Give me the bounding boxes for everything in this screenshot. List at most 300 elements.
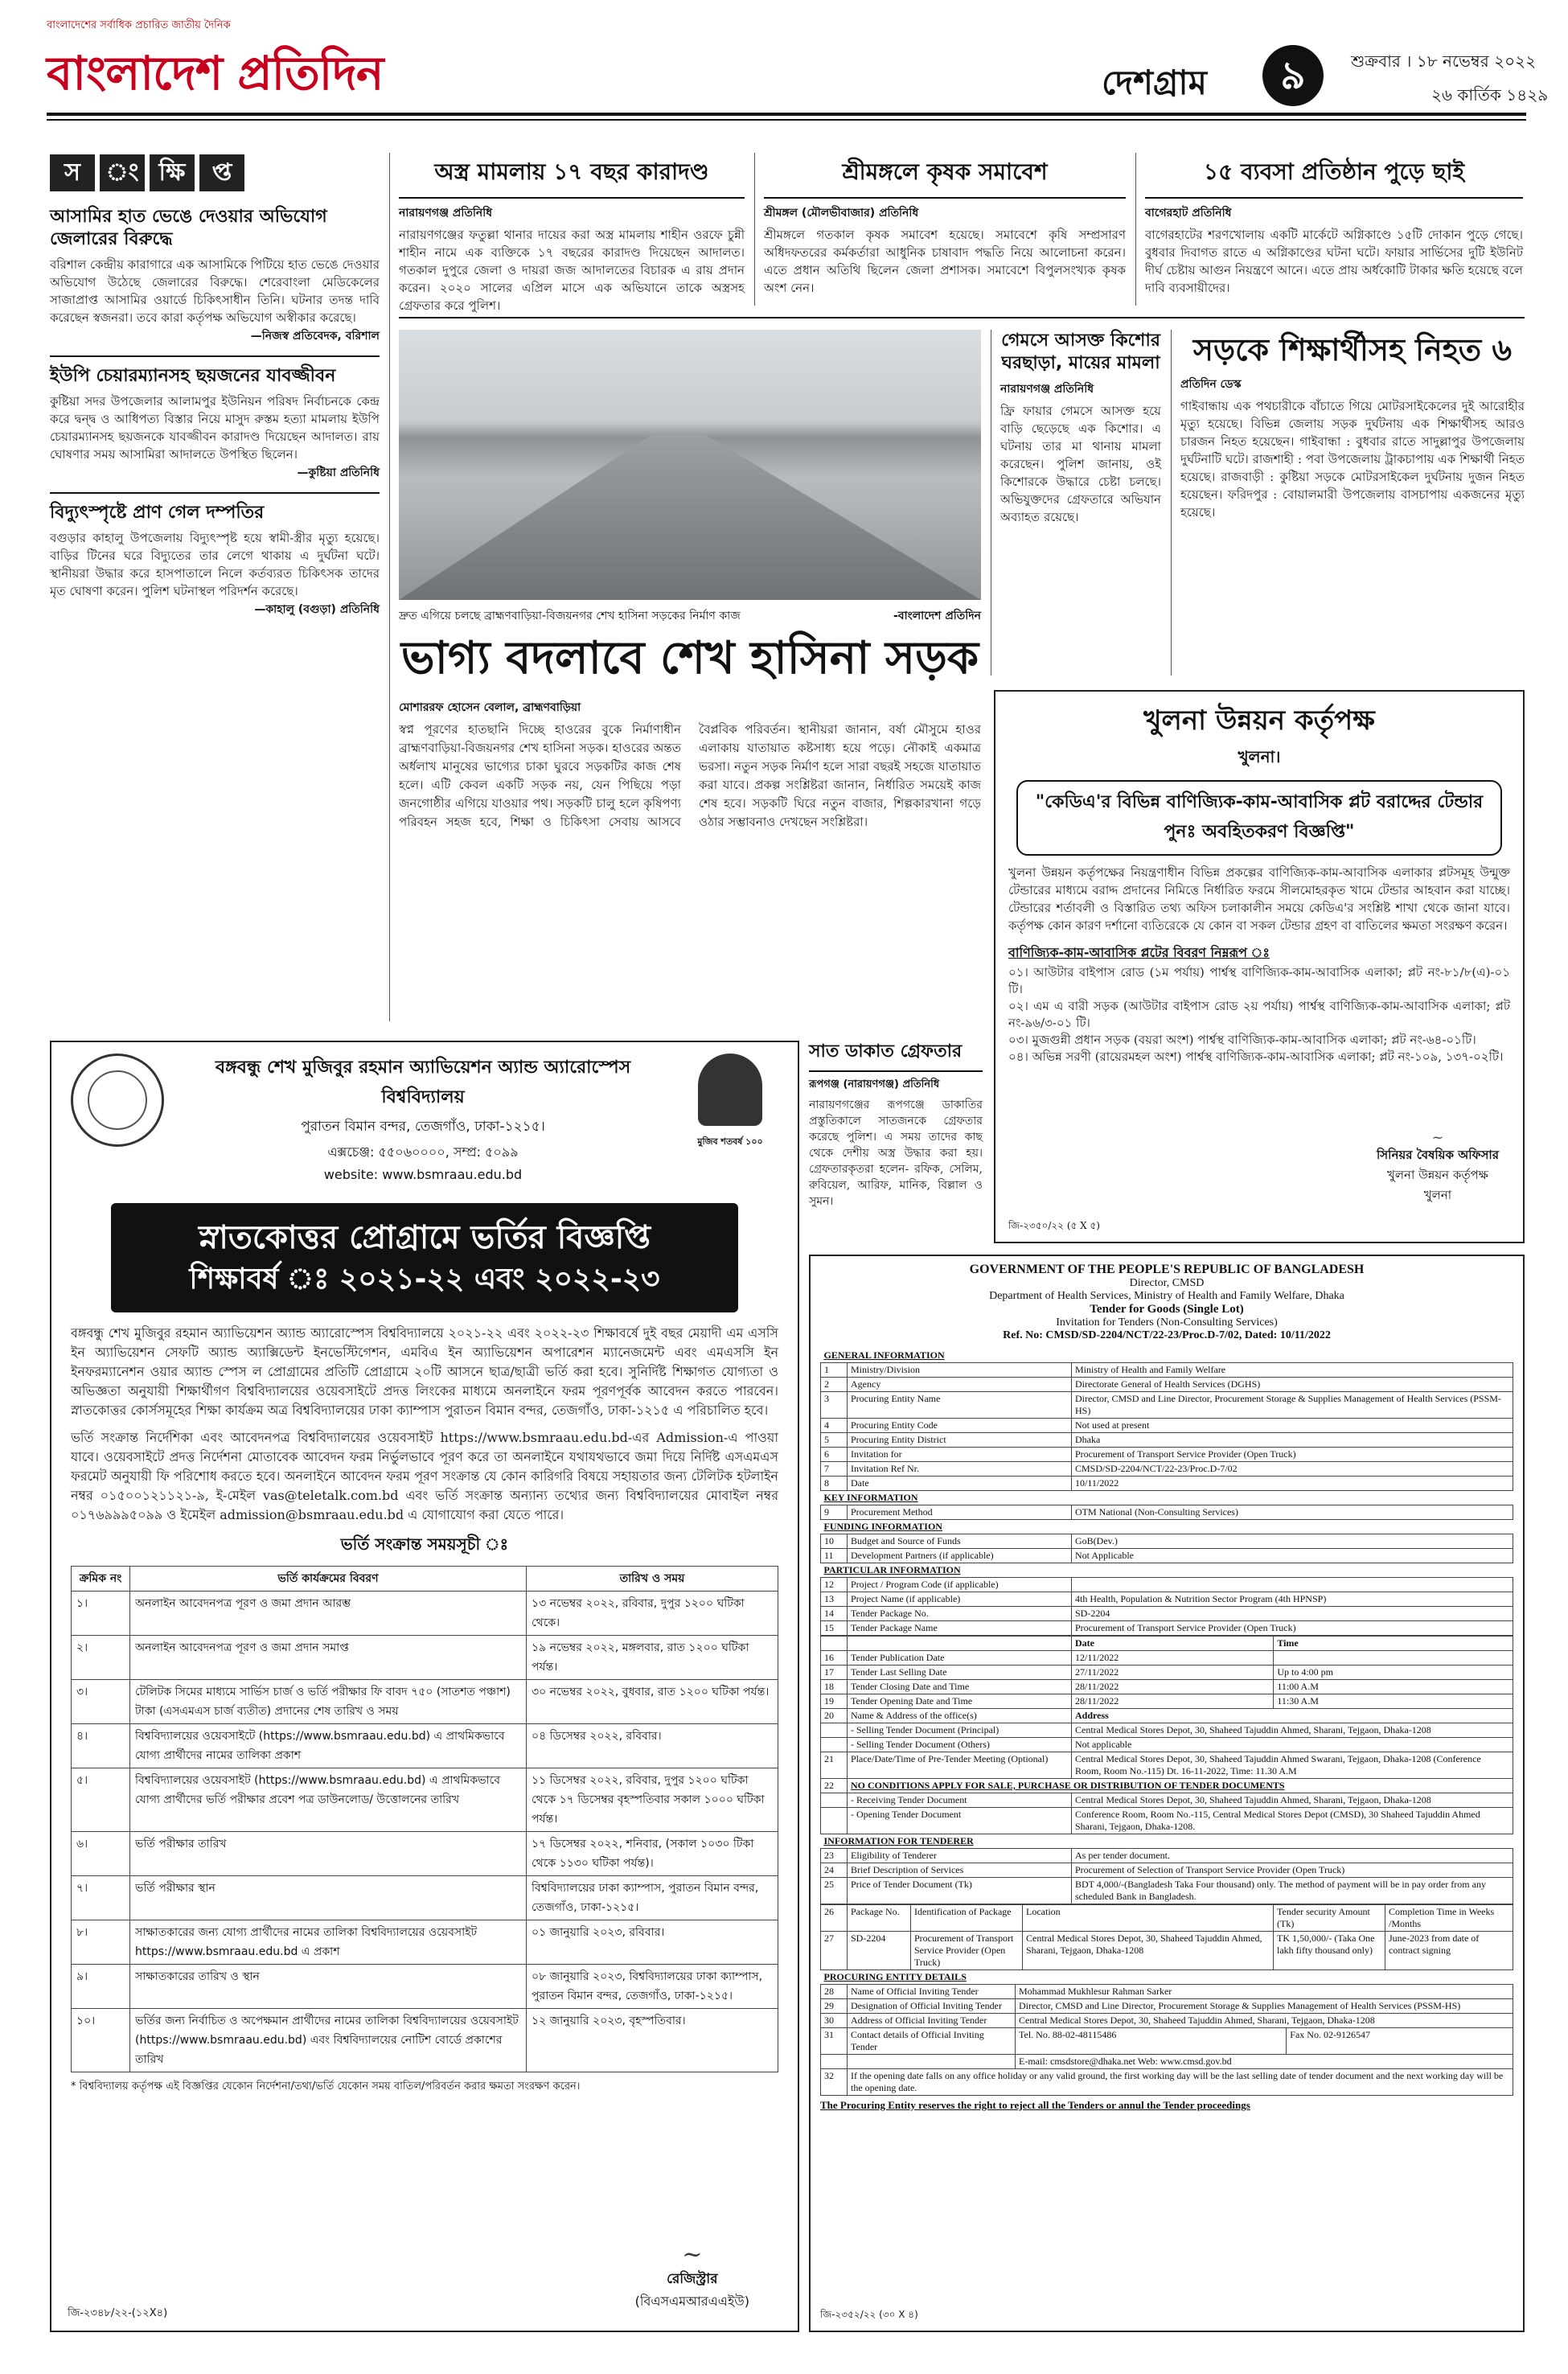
brief-headline: আসামির হাত ভেঙে দেওয়ার অভিযোগ জেলারের বিরুদ্ধে <box>50 207 327 249</box>
table-row <box>821 1592 1513 1607</box>
ad-signature <box>1377 1129 1499 1206</box>
section-row <box>821 1491 1513 1505</box>
table-cell: Address of Official Inviting Tender <box>848 2014 1016 2028</box>
table-cell: Designation of Official Inviting Tender <box>848 1999 1016 2014</box>
table-cell: - Receiving Tender Document <box>848 1793 1072 1808</box>
section-row <box>821 1349 1513 1363</box>
photo-caption-row <box>399 606 981 626</box>
section-row <box>821 1520 1513 1534</box>
table-row <box>821 1651 1513 1665</box>
sangkhipto-column <box>50 154 380 622</box>
table-row <box>821 1849 1513 1863</box>
table-cell: Project / Program Code (if applicable) <box>848 1578 1072 1592</box>
story-body: গাইবান্ধায় এক পথচারীকে বাঁচাতে গিয়ে মোটরসাইকেলের দুই আরোহীর মৃত্যু হয়েছে। বিভিন্ন জেলায় সড়ক দুর্ঘটনায় এক শিক্ষার্থীসহ আরও চারজন নিহত হয়েছেন। গাইবান্ধা : বুধবার রাতে সাদুল্লাপুর উপজেলায় দুর্ঘটনাটি ঘটে। রাজশাহী : পবা উপজেলায় ট্রাকচাপায় এক শিক্ষার্থী নিহত হয়েছে। রাজবাড়ী : কুষ্টিয়া সড়কে মোটরসাইকেল দুর্ঘটনায় দুজন নিহত হয়েছেন। ফরিদপুর : বোয়ালমারী উপজেলায় বাসচাপায় একজনের মৃত্যু হয়েছে। <box>1180 399 1525 520</box>
table-cell: SD-2204 <box>1072 1607 1513 1621</box>
sign-org: (বিএসএমআরএএইউ) <box>634 2294 749 2309</box>
table-cell: Agency <box>848 1378 1072 1392</box>
main-headline: ভাগ্য বদলাবে শেখ হাসিনা সড়ক <box>400 632 979 684</box>
table-header: Location <box>1023 1905 1274 1932</box>
table-header: Identification of Package <box>911 1905 1023 1932</box>
univ-ad-ref: জি-২৩৪৮/২২-(১২X৪) <box>68 2307 168 2319</box>
table-cell: 11 <box>821 1549 848 1563</box>
sangkhipto-letter: প্ত <box>199 154 244 191</box>
road-photo <box>399 330 981 600</box>
table-header: Tender security Amount (Tk) <box>1274 1905 1385 1932</box>
ad-list-item: ০১। আউটার বাইপাস রোড (১ম পর্যায়) পার্শ্বস্থ বাণিজ্যিক-কাম-আবাসিক এলাকা; প্লট নং-৮১/৮(এ)-০১ টি। <box>1008 965 1510 996</box>
table-cell: ০৮ জানুয়ারি ২০২৩, বিশ্ববিদ্যালয়ের ঢাকা ক্যাম্পাস, পুরাতন বিমান বন্দর, তেজগাঁও, ঢাকা-১২১৫। <box>527 1965 778 2009</box>
table-cell: 27/11/2022 <box>1072 1665 1274 1680</box>
table-row <box>821 1723 1513 1738</box>
brief-body: কুষ্টিয়া সদর উপজেলার আলামপুর ইউনিয়ন পরিষদ নির্বাচনকে কেন্দ্র করে দ্বন্দ্ব ও আধিপত্য বিস্তার নিয়ে মাসুদ রুস্তম হত্যা মামলায় ইউপি চেয়ারম্যানসহ ছয়জনকে যাবজ্জীবন কারাদণ্ড দিয়েছেন আদালত। রায় ঘোষণার সময় আসামিরা আদালতে উপস্থিত ছিলেন। <box>50 394 380 462</box>
table-cell: Central Medical Stores Depot, 30, Shaheed Tajuddin Ahmed, Sharani, Tejgaon, Dhaka-1208 <box>1016 2014 1513 2028</box>
table-cell: Invitation for <box>848 1448 1072 1462</box>
table-cell: ৪। <box>72 1724 130 1768</box>
table-cell: ২। <box>72 1636 130 1680</box>
table-cell: ০৪ ডিসেম্বর ২০২২, রবিবার। <box>527 1724 778 1768</box>
table-cell: Procurement Method <box>848 1505 1072 1520</box>
tender-dates-table <box>820 1636 1513 1904</box>
univ-signature <box>635 2241 749 2313</box>
story-kishor <box>1000 330 1161 526</box>
university-emblem-icon <box>71 1054 164 1147</box>
table-cell: Invitation Ref Nr. <box>848 1462 1072 1477</box>
table-cell: ৯। <box>72 1965 130 2009</box>
table-row <box>821 1779 1513 1793</box>
table-cell: Procurement of Selection of Transport Service Provider (Open Truck) <box>1072 1863 1513 1878</box>
table-header-row <box>72 1567 778 1592</box>
table-row <box>821 1578 1513 1592</box>
ad-body: খুলনা উন্নয়ন কর্তৃপক্ষের নিয়ন্ত্রণাধীন বিভিন্ন প্রকল্পের বাণিজ্যিক-কাম-আবাসিক এলাকার প্লটসমূহ উন্মুক্ত টেন্ডারের মাধ্যমে বরাদ্দ প্রদানের নিমিত্তে নির্ধারিত ফরমে সীলমোহরকৃত খামে টেন্ডার আহবান করা যাচ্ছে। টেন্ডারের শর্তাবলী ও বিস্তারিত তথ্য অফিস চলাকালীন সময়ে কেডিএ'র সংশ্লিষ্ট শাখা থেকে জানা যাবে। কর্তৃপক্ষ কোন কারণ দর্শানো ব্যতিরেকে যে কোন বা সকল টেন্ডার গ্রহণ বা বাতিলের ক্ষমতা সংরক্ষণ করেন। <box>1008 865 1510 933</box>
table-cell: 28 <box>821 1985 848 1999</box>
table-cell: 24 <box>821 1863 848 1878</box>
ad-list-item: ০২। এম এ বারী সড়ক (আউটার বাইপাস রোড ২য় পর্যায়) পার্শ্বস্থ বাণিজ্যিক-কাম-আবাসিক এলাকা; প্লট নং-৯৬/৩-০১ টি। <box>1008 999 1510 1030</box>
tender-table <box>820 1349 1513 1636</box>
table-cell: Tender Publication Date <box>848 1651 1072 1665</box>
table-cell: ভর্তি পরীক্ষার তারিখ <box>130 1832 527 1876</box>
table-cell: 11:30 A.M <box>1274 1694 1513 1709</box>
table-row <box>72 1636 778 1680</box>
tender-ad-ref: জি-২৩৫২/২২ (৩০ X ৪) <box>820 2309 918 2320</box>
table-cell: 28/11/2022 <box>1072 1694 1274 1709</box>
tender-ref: Ref. No: CMSD/SD-2204/NCT/22-23/Proc.D-7/02, Dated: 10/11/2022 <box>1003 1329 1331 1341</box>
table-cell: 10 <box>821 1534 848 1549</box>
brief-headline: ইউপি চেয়ারম্যানসহ ছয়জনের যাবজ্জীবন <box>50 366 336 386</box>
table-row <box>821 1878 1513 1904</box>
table-row <box>72 1592 778 1636</box>
story-headline: ১৫ ব্যবসা প্রতিষ্ঠান পুড়ে ছাই <box>1145 154 1523 199</box>
table-row <box>821 1793 1513 1808</box>
table-cell: Conference Room, Room No.-115, Central Medical Stores Depot (CMSD), 30 Shaheed Tajuddin Ahmed Sharani, Tejgaon, Dhaka-1208. <box>1072 1808 1513 1834</box>
table-cell: 15 <box>821 1621 848 1636</box>
table-cell: 9 <box>821 1505 848 1520</box>
table-row <box>72 1724 778 1768</box>
row-rule <box>399 317 1525 318</box>
sign-org: খুলনা উন্নয়ন কর্তৃপক্ষ <box>1386 1168 1488 1182</box>
story-byline: নারায়ণগঞ্জ প্রতিনিধি <box>399 207 493 220</box>
table-row <box>72 1768 778 1832</box>
table-row <box>821 1433 1513 1448</box>
khulna-ad <box>994 690 1525 1243</box>
ad-list-title: বাণিজ্যিক-কাম-আবাসিক প্লটের বিবরণ নিম্নরূপ ঃ <box>1008 945 1270 960</box>
section-label: KEY INFORMATION <box>823 1492 918 1503</box>
table-row <box>821 1680 1513 1694</box>
table-cell: Dhaka <box>1072 1433 1513 1448</box>
table-cell: Contact details of Official Inviting Tender <box>848 2028 1016 2055</box>
tender-office: Director, CMSD <box>1129 1277 1205 1289</box>
univ-website[interactable]: website: www.bsmraau.edu.bd <box>323 1167 523 1182</box>
table-cell: 23 <box>821 1849 848 1863</box>
table-row <box>72 1876 778 1920</box>
date-gregorian: শুক্রবার । ১৮ নভেম্বর ২০২২ <box>1351 51 1537 71</box>
story-byline: বাগেরহাট প্রতিনিধি <box>1145 207 1232 220</box>
univ-para: বঙ্গবন্ধু শেখ মুজিবুর রহমান অ্যাভিয়েশন অ্যান্ড অ্যারোস্পেস বিশ্ববিদ্যালয়ে ২০২১-২২ এবং ২০২২-২৩ শিক্ষাবর্ষে দুই বছর মেয়াদী এম এসসি ইন অ্যাভিয়েশন সেফটি অ্যান্ড অ্যাক্সিডেন্ট ইনভেস্টিগেশন, এমবিএ ইন অ্যাভিয়েশন অপারেশন ম্যানেজমেন্ট এবং এমএসসি ইন ইনফরম্যানেশন ওয়ার অ্যান্ড স্পেস ল প্রোগ্রামের প্রতিটি প্রোগ্রামে ২০টি আসনে ছাত্র/ছাত্রী ভর্তি করা হবে। সুনির্দিষ্ট শিক্ষাগত যোগ্যতা ও অভিজ্ঞতা অনুযায়ী শিক্ষার্থীগণ বিশ্ববিদ্যালয়ের ওয়েবসাইটে প্রদত্ত লিংকের মাধ্যমে অনলাইনে ফরম পূরণপূর্বক আবেদন করতে পারবেন। স্নাতকোত্তর কোর্সসমূহের শিক্ষা কার্যক্রম অত্র বিশ্ববিদ্যালয়ের ঢাকা ক্যাম্পাস পুরাতন বিমান বন্দর, তেজগাঁও, ঢাকা-১২১৫ এ পরিচালিত হবে। <box>71 1325 778 1418</box>
table-cell: - Selling Tender Document (Principal) <box>848 1723 1072 1738</box>
table-row <box>821 1363 1513 1378</box>
table-cell: Central Medical Stores Depot, 30, Shaheed Tajuddin Ahmed Swarani, Tejgaon, Dhaka-1208 (Conference Room, Room No.-115) Dt. 16-11-2022, Time: 11.30 A.M <box>1072 1752 1513 1779</box>
table-cell: As per tender document. <box>1072 1849 1513 1863</box>
table-cell: Name & Address of the office(s) <box>848 1709 1072 1723</box>
header-rule <box>47 113 1526 116</box>
brief-item <box>50 355 380 483</box>
ad-city: খুলনা। <box>1238 747 1281 766</box>
table-row <box>72 2009 778 2072</box>
header-rule-thin <box>47 119 1526 121</box>
tender-office: Department of Health Services, Ministry of Health and Family Welfare, Dhaka <box>989 1290 1344 1302</box>
table-cell: অনলাইন আবেদনপত্র পূরণ ও জমা প্রদান সমাপ্ত <box>130 1636 527 1680</box>
table-header: ভর্তি কার্যক্রমের বিবরণ <box>130 1567 527 1592</box>
table-header: তারিখ ও সময় <box>527 1567 778 1592</box>
story-body: শ্রীমঙ্গলে গতকাল কৃষক সমাবেশ হয়েছে। সমাবেশে কৃষি সম্প্রসারণ অধিদফতরের কর্মকর্তারা আধুনিক চাষাবাদ পদ্ধতি নিয়ে আলোচনা করেন। এতে প্রধান অতিথি ছিলেন জেলা প্রশাসক। সমাবেশে বিপুলসংখ্যক কৃষক অংশ নেন। <box>764 228 1126 295</box>
table-cell: OTM National (Non-Consulting Services) <box>1072 1505 1513 1520</box>
table-row <box>821 1419 1513 1433</box>
table-cell: Tender Closing Date and Time <box>848 1680 1072 1694</box>
story-body: ফ্রি ফায়ার গেমসে আসক্ত হয়ে বাড়ি ছেড়েছে এক কিশোর। এ ঘটনায় তার মা থানায় মামলা করেছেন। পুলিশ জানায়, ওই কিশোরকে উদ্ধারে চেষ্টা চলছে। অভিযুক্তদের গ্রেফতারে অভিযান অব্যাহত রয়েছে। <box>1000 404 1161 524</box>
table-cell: 16 <box>821 1651 848 1665</box>
table-cell: 5 <box>821 1433 848 1448</box>
table-cell: ভর্তির জন্য নির্বাচিত ও অপেক্ষমান প্রার্থীদের নামের তালিকা বিশ্ববিদ্যালয়ের ওয়েবসাইট (https://www.bsmraau.edu.bd) এবং বিশ্ববিদ্যালয়ের নোটিশ বোর্ডে প্রকাশের তারিখ <box>130 2009 527 2072</box>
story-body: নারায়ণগঞ্জের ফতুল্লা থানার দায়ের করা অস্ত্র মামলায় শাহীন ওরফে চুন্নী শাহীন নামে এক ব্যক্তিকে ১৭ বছরের কারাদণ্ড দিয়েছেন আদালত। গতকাল দুপুরে জেলা ও দায়রা জজ আদালতের বিচারক এ রায় প্রদান করেন। ২০২০ সালের এপ্রিল মাসে এক অভিযানে তাকে অস্ত্রসহ গ্রেফতার করে পুলিশ। <box>399 228 745 313</box>
univ-title-block <box>179 1054 667 1182</box>
schedule-title: ভর্তি সংক্রান্ত সময়সূচী ঃ <box>340 1534 509 1554</box>
masthead-logo: বাংলাদেশ প্রতিদিন <box>47 46 384 101</box>
story-byline: শ্রীমঙ্গল (মৌলভীবাজার) প্রতিনিধি <box>764 207 919 220</box>
table-cell: - Selling Tender Document (Others) <box>848 1738 1072 1752</box>
tender-procuring-table <box>820 1970 1513 2096</box>
univ-address: পুরাতন বিমান বন্দর, তেজগাঁও, ঢাকা-১২১৫। <box>301 1119 545 1135</box>
table-cell: Ministry of Health and Family Welfare <box>1072 1363 1513 1378</box>
section-label: PROCURING ENTITY DETAILS <box>823 1971 967 1982</box>
story-byline: নারায়ণগঞ্জ প্রতিনিধি <box>1000 383 1094 396</box>
date-bangla: ২৬ কার্তিক ১৪২৯ <box>1431 85 1549 105</box>
ad-org: খুলনা উন্নয়ন কর্তৃপক্ষ <box>1143 704 1375 737</box>
table-row <box>821 1709 1513 1723</box>
table-cell: Mohammad Mukhlesur Rahman Sarker <box>1016 1985 1513 1999</box>
table-row <box>821 1505 1513 1520</box>
section-name: দেশগ্রাম <box>1102 63 1207 102</box>
section-label: INFORMATION FOR TENDERER <box>823 1835 974 1846</box>
sign-title: রেজিস্ট্রার <box>667 2271 718 2287</box>
section-row <box>821 1970 1513 1985</box>
column-divider <box>1135 153 1136 306</box>
table-cell: Eligibility of Tenderer <box>848 1849 1072 1863</box>
sign-city: খুলনা <box>1423 1188 1452 1202</box>
table-row <box>72 1965 778 2009</box>
table-cell: 32 <box>821 2069 848 2096</box>
table-row <box>821 1448 1513 1462</box>
table-cell: Brief Description of Services <box>848 1863 1072 1878</box>
table-cell: ৩। <box>72 1680 130 1724</box>
brief-body: বগুড়ার কাহালু উপজেলায় বিদ্যুৎস্পৃষ্ট হয়ে স্বামী-স্ত্রীর মৃত্যু হয়েছে। বাড়ির টিনের ঘরে বিদ্যুতের তার লেগে থাকায় এ দুর্ঘটনা ঘটে। স্থানীয়রা উদ্ধার করে হাসপাতালে নিলে কর্তব্যরত চিকিৎসক তাদের মৃত ঘোষণা করেন। পুলিশ ঘটনাস্থল পরিদর্শন করেছে। <box>50 531 380 598</box>
table-row <box>821 1621 1513 1636</box>
table-cell: Name of Official Inviting Tender <box>848 1985 1016 1999</box>
table-cell: 6 <box>821 1448 848 1462</box>
table-cell: 30 <box>821 2014 848 2028</box>
brief-body: বরিশাল কেন্দ্রীয় কারাগারে এক আসামিকে পিটিয়ে হাত ভেঙে দেওয়ার অভিযোগ উঠেছে জেলারের বিরুদ্ধে। শেরেবাংলা মেডিকেলের সাজাপ্রাপ্ত আসামির ওয়ার্ডে চিকিৎসাধীন তিনি। ঘটনার তদন্ত দাবি করেছেন স্বজনরা। তবে কারা কর্তৃপক্ষ অভিযোগ অস্বীকার করেছে। <box>50 257 380 325</box>
table-cell: Project Name (if applicable) <box>848 1592 1072 1607</box>
table-cell: ১। <box>72 1592 130 1636</box>
table-cell: Not Applicable <box>1072 1549 1513 1563</box>
brief-byline: —কুষ্টিয়া প্রতিনিধি <box>297 466 380 479</box>
story-byline: প্রতিদিন ডেস্ক <box>1180 378 1242 391</box>
table-cell: Procurement of Transport Service Provider (Open Truck) <box>911 1932 1023 1970</box>
table-cell: Directorate General of Health Services (DGHS) <box>1072 1378 1513 1392</box>
table-cell: 1 <box>821 1363 848 1378</box>
table-header: Package No. <box>848 1905 911 1932</box>
signature-scribble: ~ <box>1431 1129 1444 1146</box>
brief-byline: —কাহালু (বগুড়া) প্রতিনিধি <box>254 603 380 616</box>
table-header: Time <box>1274 1637 1513 1651</box>
tender-package-table <box>820 1904 1513 1970</box>
table-cell: Tender Opening Date and Time <box>848 1694 1072 1709</box>
table-cell: 28/11/2022 <box>1072 1680 1274 1694</box>
table-cell: 18 <box>821 1680 848 1694</box>
table-header: 26 <box>821 1905 848 1932</box>
photo-credit: -বাংলাদেশ প্রতিদিন <box>893 610 981 622</box>
table-cell: 14 <box>821 1607 848 1621</box>
table-cell: টেলিটক সিমের মাধ্যমে সার্ভিস চার্জ ও ভর্তি পরীক্ষার ফি বাবদ ৭৫০ (সাতশত পঞ্চাশ) টাকা (এসএমএস চার্জ ব্যতীত) প্রদানের শেষ তারিখ ও সময় <box>130 1680 527 1724</box>
sign-title: সিনিয়র বৈষয়িক অফিসার <box>1376 1148 1499 1162</box>
banner-title: স্নাতকোত্তর প্রোগ্রামে ভর্তির বিজ্ঞপ্তি <box>198 1219 651 1256</box>
table-cell: 11:00 A.M <box>1274 1680 1513 1694</box>
table-cell: ৫। <box>72 1768 130 1832</box>
table-row <box>821 2014 1513 2028</box>
table-cell: ৮। <box>72 1920 130 1965</box>
ad-list-item: ০৩। মুজগুন্নী প্রধান সড়ক (বয়রা অংশ) পার্শ্বস্থ বাণিজ্যিক-কাম-আবাসিক এলাকা; প্লট নং-৬৪-০১টি। <box>1008 1033 1476 1047</box>
table-cell: Director, CMSD and Line Director, Procurement Storage & Supplies Management of Health Services (PSSM-HS) <box>1016 1999 1513 2014</box>
table-cell: বিশ্ববিদ্যালয়ের ঢাকা ক্যাম্পাস, পুরাতন বিমান বন্দর, তেজগাঁও, ঢাকা-১২১৫। <box>527 1876 778 1920</box>
table-cell: 21 <box>821 1752 848 1779</box>
table-cell: Central Medical Stores Depot, 30, Shaheed Tajuddin Ahmed, Sharani, Tejgaon, Dhaka-1208 <box>1072 1793 1513 1808</box>
section-label: NO CONDITIONS APPLY FOR SALE, PURCHASE OR DISTRIBUTION OF TENDER DOCUMENTS <box>848 1779 1513 1793</box>
section-row <box>821 1834 1513 1849</box>
table-row <box>821 1637 1513 1651</box>
table-row <box>821 2028 1513 2055</box>
tender-footer: The Procuring Entity reserves the right to reject all the Tenders or annul the Tender proceedings <box>820 2099 1250 2111</box>
page-number: ৯ <box>1262 45 1324 106</box>
table-cell: BDT 4,000/-(Bangladesh Taka Four thousand) only. The method of payment will be in pay order from any scheduled Bank in Bangladesh. <box>1072 1878 1513 1904</box>
table-row <box>821 1738 1513 1752</box>
sangkhipto-title <box>50 154 380 191</box>
table-cell: Procuring Entity District <box>848 1433 1072 1448</box>
section-row <box>821 1563 1513 1578</box>
table-cell: GoB(Dev.) <box>1072 1534 1513 1549</box>
story-headline: অস্ত্র মামলায় ১৭ বছর কারাদণ্ড <box>399 154 745 199</box>
photo-caption: দ্রুত এগিয়ে চলছে ব্রাহ্মণবাড়িয়া-বিজয়নগর শেখ হাসিনা সড়কের নির্মাণ কাজ <box>399 610 741 622</box>
table-row <box>72 1920 778 1965</box>
table-row <box>821 1808 1513 1834</box>
column-divider <box>754 153 755 306</box>
table-row <box>821 1932 1513 1970</box>
table-cell: Up to 4:00 pm <box>1274 1665 1513 1680</box>
ad-list-item: ০৪। অভিন্ন সরণী (রায়েরমহল অংশ) পার্শ্বস্থ বাণিজ্যিক-কাম-আবাসিক এলাকা; প্লট নং-১০৯, ১৩৭-০২টি। <box>1008 1049 1504 1064</box>
table-cell: 8 <box>821 1477 848 1491</box>
story-headline: সড়কে শিক্ষার্থীসহ নিহত ৬ <box>1192 332 1513 368</box>
brief-byline: —নিজস্ব প্রতিবেদক, বরিশাল <box>250 330 380 343</box>
table-cell: CMSD/SD-2204/NCT/22-23/Proc.D-7/02 <box>1072 1462 1513 1477</box>
table-cell: ১৩ নভেম্বর ২০২২, রবিবার, দুপুর ১২০০ ঘটিকা থেকে। <box>527 1592 778 1636</box>
table-cell: 25 <box>821 1878 848 1904</box>
story-body: বাগেরহাটের শরণখোলায় একটি মার্কেটে অগ্নিকাণ্ডে ১৫টি দোকান পুড়ে গেছে। বুধবার দিবাগত রাতে এ অগ্নিকাণ্ডের ঘটনা ঘটে। ফায়ার সার্ভিসের দুটি ইউনিট দীর্ঘ চেষ্টায় আগুন নিয়ন্ত্রণে আনে। এতে প্রায় অর্ধকোটি টাকার ক্ষতি হয়েছে বলে দাবি ব্যবসায়ীদের। <box>1145 228 1523 295</box>
table-cell: Tel. No. 88-02-48115486 <box>1016 2028 1287 2055</box>
table-cell: সাক্ষাতকারের জন্য যোগ্য প্রার্থীদের নামের তালিকা বিশ্ববিদ্যালয়ের ওয়েবসাইট https://www.bsmraau.edu.bd এ প্রকাশ <box>130 1920 527 1965</box>
brief-headline: বিদ্যুৎস্পৃষ্টে প্রাণ গেল দম্পতির <box>50 503 265 523</box>
table-cell: - Opening Tender Document <box>848 1808 1072 1834</box>
table-cell: ০১ জানুয়ারি ২০২৩, রবিবার। <box>527 1920 778 1965</box>
table-cell: June-2023 from date of contract signing <box>1385 1932 1513 1970</box>
table-header: ক্রমিক নং <box>72 1567 130 1592</box>
table-cell: Date <box>848 1477 1072 1491</box>
main-byline: মোশাররফ হোসেন বেলাল, ব্রাহ্মণবাড়িয়া <box>399 701 581 714</box>
table-cell: 22 <box>821 1779 848 1793</box>
table-cell: অনলাইন আবেদনপত্র পূরণ ও জমা প্রদান আরম্ভ <box>130 1592 527 1636</box>
table-cell: ৬। <box>72 1832 130 1876</box>
table-cell: ১১ ডিসেম্বর ২০২২, রবিবার, দুপুর ১২০০ ঘটিকা থেকে ১৭ ডিসেম্বর বৃহস্পতিবার সকাল ১০০০ ঘটিকা পর্যন্ত। <box>527 1768 778 1832</box>
table-cell: সাক্ষাতকারের তারিখ ও স্থান <box>130 1965 527 2009</box>
admission-banner <box>111 1203 738 1312</box>
table-cell: Fax No. 02-9126547 <box>1287 2028 1513 2055</box>
ad-ref: জি-২৩৫০/২২ (৫ X ৫) <box>1008 1220 1100 1231</box>
table-row <box>72 1680 778 1724</box>
table-cell <box>1274 1651 1513 1665</box>
table-row <box>821 1999 1513 2014</box>
table-cell: ভর্তি পরীক্ষার স্থান <box>130 1876 527 1920</box>
table-row <box>821 2055 1513 2069</box>
table-row <box>821 1752 1513 1779</box>
table-cell: ৩০ নভেম্বর ২০২২, বুধবার, রাত ১২০০ ঘটিকা পর্যন্ত। <box>527 1680 778 1724</box>
univ-name: বঙ্গবন্ধু শেখ মুজিবুর রহমান অ্যাভিয়েশন অ্যান্ড অ্যারোস্পেস বিশ্ববিদ্যালয় <box>215 1058 631 1107</box>
table-cell <box>1072 1578 1513 1592</box>
story-srimongol <box>764 154 1126 297</box>
table-cell: ১০। <box>72 2009 130 2072</box>
table-cell: Place/Date/Time of Pre-Tender Meeting (Optional) <box>848 1752 1072 1779</box>
story-byline: রূপগঞ্জ (নারায়ণগঞ্জ) প্রতিনিধি <box>809 1078 940 1090</box>
table-cell: 12/11/2022 <box>1072 1651 1274 1665</box>
column-divider <box>389 153 390 1021</box>
story-headline: গেমসে আসক্ত কিশোর ঘরছাড়া, মায়ের মামলা <box>1001 331 1160 373</box>
table-cell: TK 1,50,000/- (Taka One lakh fifty thousand only) <box>1274 1932 1385 1970</box>
table-row <box>821 1534 1513 1549</box>
sangkhipto-letter: ং <box>100 154 145 191</box>
brief-item <box>50 206 380 346</box>
table-cell: 20 <box>821 1709 848 1723</box>
table-cell: Not applicable <box>1072 1738 1513 1752</box>
table-row <box>821 1694 1513 1709</box>
table-row <box>821 1607 1513 1621</box>
tender-gov: GOVERNMENT OF THE PEOPLE'S REPUBLIC OF BANGLADESH <box>969 1263 1365 1276</box>
brief-item <box>50 492 380 619</box>
story-sorok <box>1180 330 1525 521</box>
main-story <box>399 698 981 832</box>
schedule-table <box>71 1566 778 2072</box>
story-body: নারায়ণগঞ্জের রূপগঞ্জে ডাকাতির প্রস্তুতিকালে সাতজনকে গ্রেফতার করেছে পুলিশ। এ সময় তাদের কাছ থেকে দেশীয় অস্ত্র উদ্ধার করা হয়। গ্রেফতারকৃতরা হলেন- রফিক, সেলিম, রুবিয়েল, আরিফ, মানিক, বিল্লাল ও সুমন। <box>809 1099 983 1208</box>
table-cell: Tender Last Selling Date <box>848 1665 1072 1680</box>
table-row <box>821 1905 1513 1932</box>
table-cell: বিশ্ববিদ্যালয়ের ওয়েবসাইট (https://www.bsmraau.edu.bd) এ প্রাথমিকভাবে যোগ্য প্রার্থীদের ভর্তি পরীক্ষার প্রবেশ পত্র ডাউনলোড/ উত্তোলনের তারিখ <box>130 1768 527 1832</box>
table-row <box>72 1832 778 1876</box>
signature-scribble: ~ <box>682 2241 703 2269</box>
table-header: Completion Time in Weeks /Months <box>1385 1905 1513 1932</box>
column-divider <box>1171 330 1172 676</box>
table-cell: 4th Health, Population & Nutrition Sector Program (4th HPNSP) <box>1072 1592 1513 1607</box>
table-cell: Budget and Source of Funds <box>848 1534 1072 1549</box>
table-cell: 12 <box>821 1578 848 1592</box>
sangkhipto-letter: ক্ষি <box>150 154 195 191</box>
table-cell: Development Partners (if applicable) <box>848 1549 1072 1563</box>
table-cell: Central Medical Stores Depot, 30, Shaheed Tajuddin Ahmed, Sharani, Tejgaon, Dhaka-1208 <box>1023 1932 1274 1970</box>
table-cell: 2 <box>821 1378 848 1392</box>
sangkhipto-letter: স <box>50 154 95 191</box>
road-shape <box>399 433 981 600</box>
table-cell: Central Medical Stores Depot, 30, Shaheed Tajuddin Ahmed, Sharani, Tejgaon, Dhaka-1208 <box>1072 1723 1513 1738</box>
table-row <box>821 1665 1513 1680</box>
table-cell: 27 <box>821 1932 848 1970</box>
ad-notice-title: "কেডিএ'র বিভিন্ন বাণিজ্যিক-কাম-আবাসিক প্লট বরাদ্দের টেন্ডার পুনঃ অবহিতকরণ বিজ্ঞপ্তি" <box>1016 780 1502 856</box>
table-row <box>821 1462 1513 1477</box>
story-headline: সাত ডাকাত গ্রেফতার <box>809 1037 983 1072</box>
table-row <box>821 1549 1513 1563</box>
tender-ad <box>809 1255 1525 2332</box>
table-cell: 10/11/2022 <box>1072 1477 1513 1491</box>
story-fire <box>1145 154 1523 297</box>
table-cell: If the opening date falls on any office holiday or any valid ground, the first working day will be the last selling date of tender document and the next working day will be the opening date. <box>848 2069 1513 2096</box>
table-cell: বিশ্ববিদ্যালয়ের ওয়েবসাইটে (https://www.bsmraau.edu.bd) এ প্রাথমিকভাবে যোগ্য প্রার্থীদের নামের তালিকা প্রকাশ <box>130 1724 527 1768</box>
table-cell: Procuring Entity Name <box>848 1392 1072 1419</box>
table-cell: SD-2204 <box>848 1932 911 1970</box>
table-cell: 31 <box>821 2028 848 2055</box>
tender-title: Tender for Goods (Single Lot) <box>1090 1303 1244 1316</box>
section-label: PARTICULAR INFORMATION <box>823 1564 961 1575</box>
tender-subtitle: Invitation for Tenders (Non-Consulting Services) <box>1056 1316 1278 1329</box>
story-dakat <box>809 1037 983 1210</box>
table-cell: Price of Tender Document (Tk) <box>848 1878 1072 1904</box>
story-astra <box>399 154 745 314</box>
table-row <box>821 1985 1513 1999</box>
section-label: GENERAL INFORMATION <box>823 1349 945 1361</box>
mujib-portrait-icon <box>682 1054 778 1150</box>
table-cell: Not used at present <box>1072 1419 1513 1433</box>
univ-phone: এক্সচেঞ্জ: ৫৫০৬০০০০, সম্প্র: ৫০৯৯ <box>327 1144 519 1160</box>
table-cell: 3 <box>821 1392 848 1419</box>
table-cell: Address <box>1072 1709 1513 1723</box>
main-body: স্বপ্ন পূরণের হাতছানি দিচ্ছে হাওরের বুকে নির্মাণাধীন ব্রাহ্মণবাড়িয়া-বিজয়নগর শেখ হাসিনা সড়ক। হাওরের অন্তত অর্ধলাখ মানুষের ভাগ্যের চাকা ঘুরবে সড়কটির কাজ শেষ হলে। এটি কেবল একটি সড়ক নয়, যেন পিছিয়ে পড়া জনগোষ্ঠীর এগিয়ে যাওয়ার পথ। সড়কটি চালু হলে কৃষিপণ্য পরিবহন সহজ হবে, শিক্ষা ও চিকিৎসা সেবায় আসবে বৈপ্লবিক পরিবর্তন। স্থানীয়রা জানান, বর্ষা মৌসুমে হাওর এলাকায় যাতায়াত কষ্টসাধ্য হয়ে পড়ে। নৌকাই একমাত্র ভরসা। নতুন সড়ক নির্মাণ হলে সারা বছরই সহজে যাতায়াত করা যাবে। প্রকল্প সংশ্লিষ্টরা জানান, নির্ধারিত সময়েই কাজ শেষ হবে। সড়কটি ঘিরে নতুন বাজার, শিল্পকারখানা গড়ে ওঠার সম্ভাবনাও দেখছেন সংশ্লিষ্টরা। <box>399 722 981 829</box>
table-row <box>821 1378 1513 1392</box>
masthead <box>47 18 465 106</box>
table-cell: Procuring Entity Code <box>848 1419 1072 1433</box>
table-row <box>821 2069 1513 2096</box>
table-cell: 13 <box>821 1592 848 1607</box>
table-row <box>821 1863 1513 1878</box>
section-label: FUNDING INFORMATION <box>823 1521 942 1532</box>
